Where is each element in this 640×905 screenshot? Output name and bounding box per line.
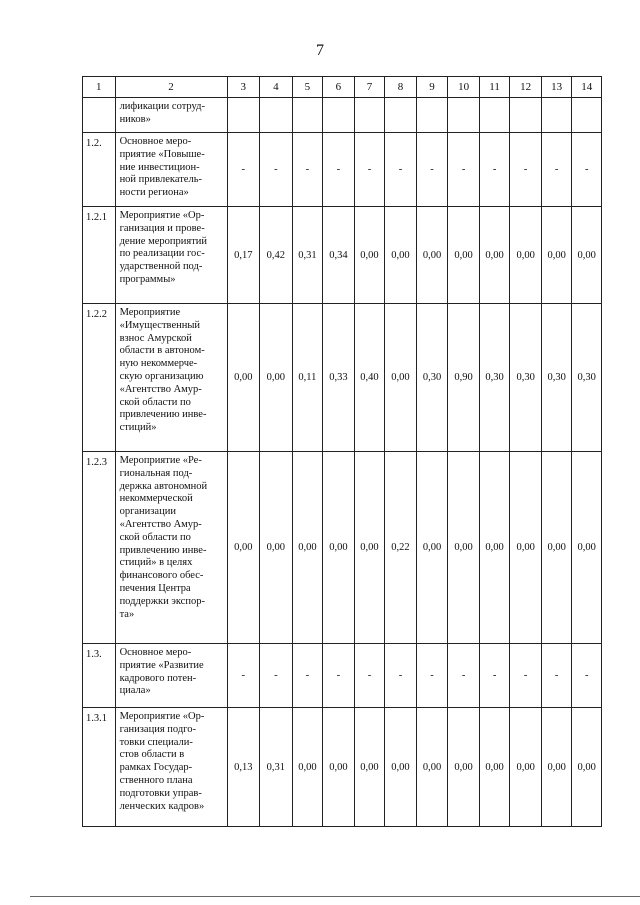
value-cell (354, 98, 385, 133)
header-cell: 5 (292, 77, 323, 98)
value-cell: 0,00 (572, 207, 602, 304)
value-cell: 0,00 (416, 452, 448, 644)
value-cell: 0,34 (323, 207, 355, 304)
value-cell: - (385, 644, 417, 708)
value-cell: 0,00 (416, 708, 448, 827)
row-name: Основное меро- приятие «Повыше- ние инвестицион- ной привлекатель- ности региона» (115, 133, 227, 207)
value-cell: 0,40 (354, 304, 385, 452)
value-cell: - (260, 644, 293, 708)
value-cell: 0,00 (448, 207, 480, 304)
value-cell: 0,30 (479, 304, 510, 452)
value-cell: 0,00 (354, 708, 385, 827)
value-cell: 0,90 (448, 304, 480, 452)
value-cell: - (510, 133, 542, 207)
value-cell: 0,31 (292, 207, 323, 304)
value-cell: 0,00 (292, 452, 323, 644)
row-code: 1.2.1 (83, 207, 116, 304)
value-cell: 0,31 (260, 708, 293, 827)
value-cell: 0,30 (572, 304, 602, 452)
header-cell: 10 (448, 77, 480, 98)
row-name: лификации сотруд- ников» (115, 98, 227, 133)
table-row (83, 133, 602, 207)
value-cell: 0,00 (385, 207, 417, 304)
value-cell: 0,42 (260, 207, 293, 304)
value-cell: - (448, 644, 480, 708)
value-cell: 0,00 (510, 452, 542, 644)
value-cell (292, 98, 323, 133)
value-cell (479, 98, 510, 133)
value-cell (448, 98, 480, 133)
value-cell (323, 98, 355, 133)
value-cell: 0,00 (572, 452, 602, 644)
value-cell: 0,00 (541, 708, 572, 827)
value-cell (385, 98, 417, 133)
value-cell: 0,00 (385, 708, 417, 827)
value-cell (227, 98, 260, 133)
table-row (83, 708, 602, 827)
bottom-rule (30, 896, 640, 897)
value-cell: 0,00 (323, 452, 355, 644)
value-cell (572, 98, 602, 133)
value-cell: 0,33 (323, 304, 355, 452)
value-cell: 0,00 (448, 708, 480, 827)
header-cell: 9 (416, 77, 448, 98)
value-cell: - (541, 644, 572, 708)
value-cell: 0,00 (354, 452, 385, 644)
value-cell: - (323, 133, 355, 207)
row-code: 1.2.2 (83, 304, 116, 452)
data-table (82, 76, 602, 827)
value-cell: 0,00 (416, 207, 448, 304)
value-cell: - (227, 133, 260, 207)
header-row (83, 77, 602, 98)
value-cell: - (572, 133, 602, 207)
header-cell: 11 (479, 77, 510, 98)
value-cell: - (479, 133, 510, 207)
row-name: Мероприятие «Ор- ганизация и прове- дение мероприятий по реализации гос- ударственной под- программы» (115, 207, 227, 304)
value-cell: 0,00 (385, 304, 417, 452)
row-code: 1.2.3 (83, 452, 116, 644)
value-cell: 0,11 (292, 304, 323, 452)
table-row (83, 644, 602, 708)
value-cell: 0,13 (227, 708, 260, 827)
value-cell: 0,22 (385, 452, 417, 644)
value-cell: - (541, 133, 572, 207)
value-cell (260, 98, 293, 133)
value-cell: - (416, 644, 448, 708)
table-row (83, 452, 602, 644)
row-name: Основное меро- приятие «Развитие кадрового потен- циала» (115, 644, 227, 708)
value-cell: 0,00 (260, 304, 293, 452)
value-cell: 0,00 (292, 708, 323, 827)
header-cell: 1 (83, 77, 116, 98)
row-name: Мероприятие «Ор- ганизация подго- товки специали- стов области в рамках Государ- ственного плана подготовки управ- ленческих кадров» (115, 708, 227, 827)
value-cell: - (292, 133, 323, 207)
value-cell: - (354, 133, 385, 207)
value-cell: - (510, 644, 542, 708)
header-cell: 6 (323, 77, 355, 98)
value-cell: 0,00 (323, 708, 355, 827)
value-cell: 0,30 (510, 304, 542, 452)
value-cell: 0,00 (479, 708, 510, 827)
value-cell: 0,00 (260, 452, 293, 644)
value-cell: - (385, 133, 417, 207)
header-cell: 7 (354, 77, 385, 98)
row-code: 1.2. (83, 133, 116, 207)
value-cell (541, 98, 572, 133)
value-cell: - (448, 133, 480, 207)
value-cell: 0,00 (479, 207, 510, 304)
page-number: 7 (316, 42, 324, 59)
value-cell: 0,00 (448, 452, 480, 644)
row-code (83, 98, 116, 133)
header-cell: 2 (115, 77, 227, 98)
value-cell: - (227, 644, 260, 708)
value-cell (416, 98, 448, 133)
row-name: Мероприятие «Ре- гиональная под- держка автономной некоммерческой организации «Агентство Амур- ской области по привлечению инве- стиций» в целях финансового обес- печения Центра поддержки экспор- та» (115, 452, 227, 644)
value-cell: 0,00 (227, 304, 260, 452)
value-cell: 0,00 (227, 452, 260, 644)
header-cell: 4 (260, 77, 293, 98)
table-row (83, 304, 602, 452)
header-cell: 8 (385, 77, 417, 98)
row-name: Мероприятие «Имущественный взнос Амурской области в автоном- ную некоммерче- скую организацию «Агентство Амур- ской области по привлечению инве- стиций» (115, 304, 227, 452)
row-code: 1.3.1 (83, 708, 116, 827)
value-cell: 0,00 (572, 708, 602, 827)
table-row (83, 207, 602, 304)
header-cell: 13 (541, 77, 572, 98)
value-cell: - (479, 644, 510, 708)
value-cell: - (260, 133, 293, 207)
value-cell: 0,30 (541, 304, 572, 452)
value-cell: 0,17 (227, 207, 260, 304)
table-row (83, 98, 602, 133)
value-cell: - (416, 133, 448, 207)
value-cell: 0,00 (541, 452, 572, 644)
value-cell: - (354, 644, 385, 708)
header-cell: 3 (227, 77, 260, 98)
value-cell: - (292, 644, 323, 708)
row-code: 1.3. (83, 644, 116, 708)
value-cell: - (572, 644, 602, 708)
value-cell: 0,00 (541, 207, 572, 304)
value-cell: 0,00 (354, 207, 385, 304)
value-cell: 0,00 (510, 708, 542, 827)
value-cell (510, 98, 542, 133)
value-cell: 0,00 (479, 452, 510, 644)
value-cell: 0,00 (510, 207, 542, 304)
header-cell: 12 (510, 77, 542, 98)
value-cell: - (323, 644, 355, 708)
header-cell: 14 (572, 77, 602, 98)
value-cell: 0,30 (416, 304, 448, 452)
